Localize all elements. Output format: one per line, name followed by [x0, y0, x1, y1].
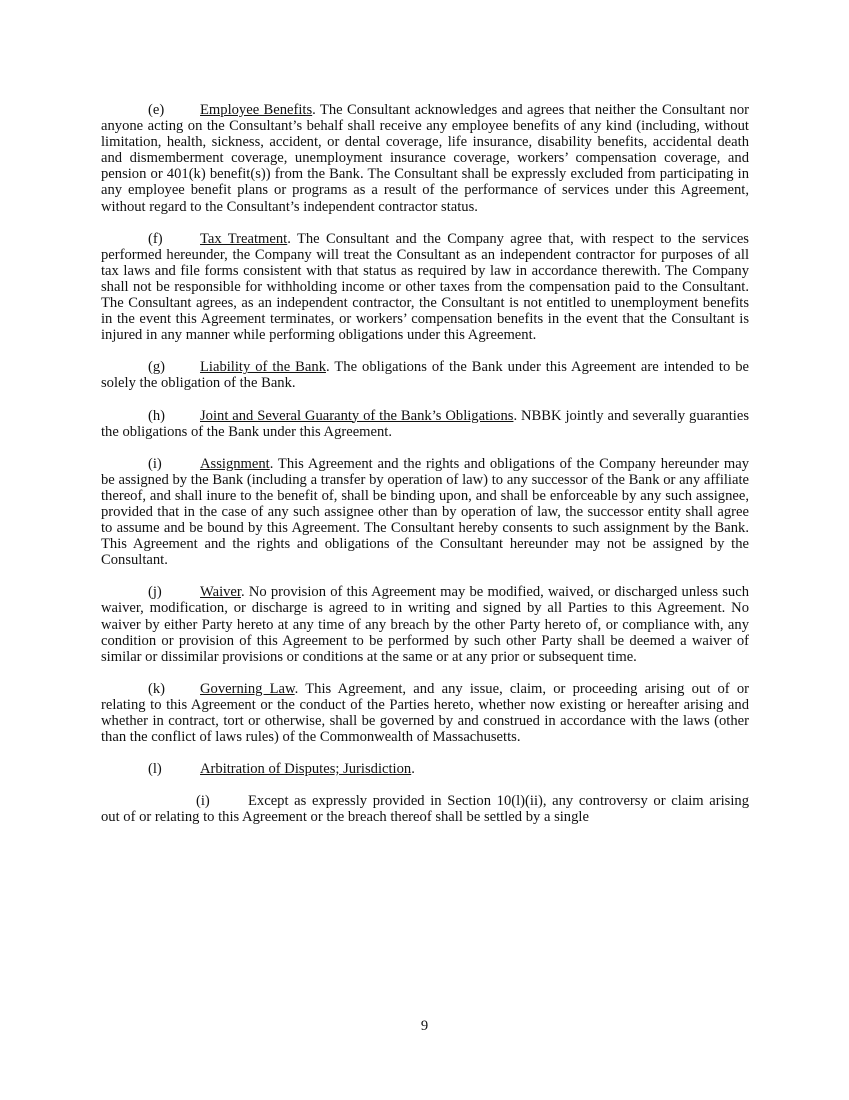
paragraph-heading: Joint and Several Guaranty of the Bank’s Obligations [200, 407, 514, 424]
paragraph-label: (e) [148, 102, 165, 118]
paragraph-heading: Liability of the Bank [200, 359, 326, 376]
paragraph-label: (i) [148, 455, 162, 472]
paragraph-label: (f) [148, 230, 163, 247]
paragraph-label: (g) [148, 359, 166, 376]
paragraph-body: . NBBK jointly and severally guaranties the obligations of the Bank under this Agreement. [101, 407, 750, 440]
paragraph-body: . No provision of this Agreement may be modified, waived, or discharged unless such waiver, modification, or discharge is agreed to in writing and signed by all Parties to this Agreement. No waiver by either Party hereto at any time of any breach by the other Party hereto of, or compliance with, any condition or provision of this Agreement to be performed by such other Party shall be deemed a waiver of similar or dissimilar provisions or conditions at the same or at any prior or subsequent time. [101, 584, 749, 665]
paragraph-label: (j) [148, 584, 162, 601]
paragraph-f [101, 231, 749, 344]
paragraph-label: (h) [148, 407, 166, 424]
paragraph-i [101, 456, 749, 569]
subparagraph-label: (i) [196, 793, 210, 810]
paragraph-heading: Assignment [200, 455, 270, 472]
paragraph-g [101, 359, 749, 391]
page-number: 9 [420, 1018, 429, 1034]
paragraph-j [101, 584, 749, 664]
paragraph-heading: Tax Treatment [200, 230, 288, 247]
paragraph-e [101, 102, 749, 215]
paragraph-body: . The obligations of the Bank under this Agreement are intended to be solely the obligation of the Bank. [101, 359, 749, 392]
paragraph-body: . This Agreement, and any issue, claim, or proceeding arising out of or relating to this Agreement or the conduct of the Parties hereto, whether now existing or hereafter arising and whether in contract, tort or otherwise, shall be governed by and construed in accordance with the laws (other than the conflict of laws rules) of the Commonwealth of Massachusetts. [101, 680, 750, 746]
paragraph-heading: Waiver [200, 584, 241, 601]
paragraph-body: . The Consultant acknowledges and agrees that neither the Consultant nor anyone acting on the Consultant’s behalf shall receive any employee benefits of any kind (including, without limitation, health, sickness, accident, or dental coverage, life insurance, disability benefits, accidental death and dismemberment coverage, unemployment insurance coverage, workers’ compensation coverage, and pension or 401(k) benefit(s)) from the Bank. The Consultant shall be expressly excluded from participating in any employee benefit plans or programs as a result of the performance of services under this Agreement, without regard to the Consultant’s independent contractor status. [101, 102, 750, 215]
subparagraph-body: Except as expressly provided in Section 10(l)(ii), any controversy or claim arising out of or relating to this Agreement or the breach thereof shall be settled by a single [101, 793, 749, 826]
paragraph-heading-tail: . [411, 761, 415, 778]
paragraph-heading: Employee Benefits [200, 102, 313, 118]
paragraph-h [101, 408, 749, 440]
paragraph-body: . This Agreement and the rights and obligations of the Company hereunder may be assigned by the Bank (including a transfer by operation of law) to any successor of the Bank or any affiliate thereof, and shall inure to the benefit of, shall be binding upon, and shall be enforceable by any such assignee, provided that in the case of any such assignee other than by operation of law, the successor entity shall agree to assume and be bound by this Agreement. The Consultant hereby consents to such assignment by the Bank. This Agreement and the rights and obligations of the Consultant hereunder may not be assigned by the Consultant. [101, 455, 749, 569]
paragraph-k [101, 681, 749, 745]
paragraph-label: (k) [148, 680, 166, 697]
paragraph-label: (l) [148, 761, 162, 778]
paragraph-heading: Governing Law [200, 680, 295, 697]
document-page [101, 102, 749, 825]
paragraph-body: . The Consultant and the Company agree that, with respect to the services performed hereunder, the Company will treat the Consultant as an independent contractor for purposes of all tax laws and file forms consistent with that status as required by law in accordance therewith. The Company shall not be responsible for withholding income or other taxes from the compensation paid to the Consultant. The Consultant agrees, as an independent contractor, the Consultant is not entitled to unemployment benefits in the event this Agreement terminates, or workers’ compensation benefits in the event that the Consultant is injured in any manner while performing obligations under this Agreement. [101, 230, 749, 344]
subparagraph-l-i [101, 793, 749, 825]
paragraph-l [101, 761, 749, 777]
paragraph-heading: Arbitration of Disputes; Jurisdiction [200, 761, 412, 778]
